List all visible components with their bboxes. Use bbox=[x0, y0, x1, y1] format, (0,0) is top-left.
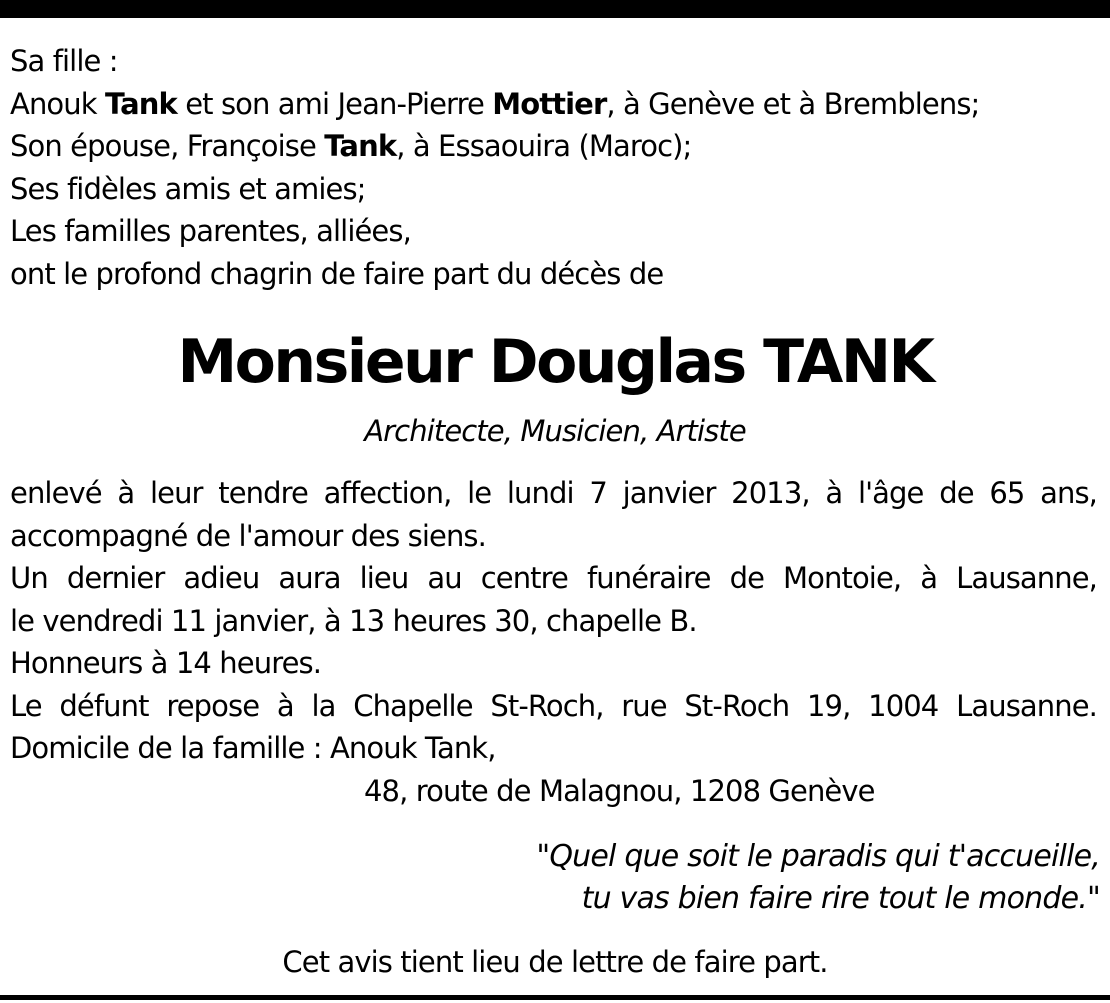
deceased-profession: Architecte, Musicien, Artiste bbox=[364, 414, 746, 448]
details-line-farewell: Un dernier adieu aura lieu au centre funéraire de Montoie, à Lausanne, bbox=[10, 561, 1097, 595]
details-line-love: accompagné de l'amour des siens. bbox=[10, 518, 486, 553]
intro-block bbox=[10, 40, 1098, 295]
closing-note: Cet avis tient lieu de lettre de faire part. bbox=[282, 945, 828, 979]
details-line-domicile bbox=[10, 727, 1097, 770]
intro-line-friends: Ses fidèles amis et amies; bbox=[10, 171, 366, 206]
domicile-name: Anouk Tank, bbox=[329, 731, 496, 765]
deceased-name: Monsieur Douglas TANK bbox=[177, 327, 933, 397]
details-block bbox=[10, 472, 1097, 812]
surname-tank: Tank bbox=[104, 86, 177, 121]
text-fragment: , à Essaouira (Maroc); bbox=[396, 129, 692, 163]
quote-line-2: tu vas bien faire rire tout le monde." bbox=[581, 881, 1100, 916]
surname-mottier: Mottier bbox=[492, 86, 607, 121]
details-line-death: enlevé à leur tendre affection, le lundi 7 janvier 2013, à l'âge de 65 ans, bbox=[10, 476, 1097, 510]
details-line-honours: Honneurs à 14 heures. bbox=[10, 646, 322, 680]
quote-line-1: "Quel que soit le paradis qui t'accueille, bbox=[536, 839, 1100, 874]
intro-line-families: Les familles parentes, alliées, bbox=[10, 214, 411, 248]
top-rule bbox=[0, 0, 1110, 18]
text-fragment: , à Genève et à Bremblens; bbox=[606, 86, 980, 121]
intro-line-announcement: ont le profond chagrin de faire part du décès de bbox=[10, 256, 664, 291]
text-fragment: Son épouse, Françoise bbox=[10, 129, 325, 163]
domicile-label: Domicile de la famille : bbox=[10, 731, 322, 765]
details-line-date: le vendredi 11 janvier, à 13 heures 30, chapelle B. bbox=[10, 603, 697, 638]
domicile-address: 48, route de Malagnou, 1208 Genève bbox=[364, 773, 875, 808]
intro-line-wife bbox=[10, 125, 1098, 168]
bottom-rule bbox=[0, 995, 1110, 1000]
text-fragment: Anouk bbox=[10, 86, 105, 121]
text-fragment: et son ami Jean-Pierre bbox=[176, 86, 493, 121]
surname-tank: Tank bbox=[324, 129, 397, 163]
details-line-resting: Le défunt repose à la Chapelle St-Roch, rue St-Roch 19, 1004 Lausanne. bbox=[10, 688, 1097, 723]
quote-block bbox=[536, 836, 1100, 920]
intro-line-daughter bbox=[10, 83, 1098, 126]
intro-line-daughter-label: Sa fille : bbox=[10, 44, 118, 78]
